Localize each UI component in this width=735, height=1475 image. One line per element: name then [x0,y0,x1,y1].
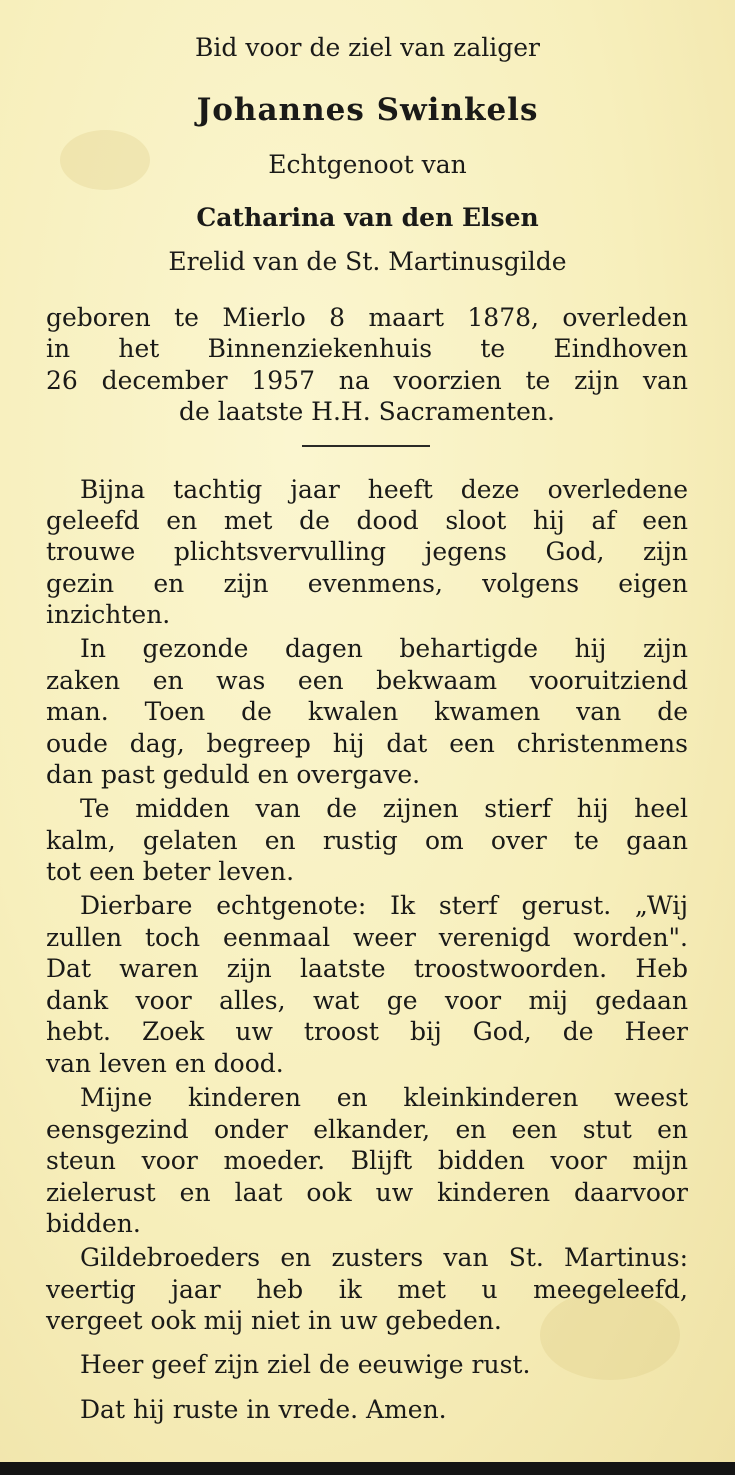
body-line: zullen toch eenmaal weer verenigd worden". [46,923,688,952]
body-line: hebt. Zoek uw troost bij God, de Heer [46,1017,688,1046]
body-line: kalm, gelaten en rustig om over te gaan [46,826,688,855]
body-line: inzichten. [46,600,171,629]
body-line: Gildebroeders en zusters van St. Martinus: [80,1243,688,1272]
body-line: dank voor alles, wat ge voor mij gedaan [46,986,688,1015]
body-line: bidden. [46,1209,141,1238]
body-line: dan past geduld en overgave. [46,760,421,789]
body-line: geleefd en met de dood sloot hij af een [46,506,688,535]
birth-death-line: geboren te Mierlo 8 maart 1878, overleden [46,303,688,332]
closing-prayer: Heer geef zijn ziel de eeuwige rust. [80,1350,531,1379]
guild-membership: Erelid van de St. Martinusgilde [168,247,567,276]
spouse-intro: Echtgenoot van [268,150,467,179]
body-line: trouwe plichtsvervulling jegens God, zijn [46,537,688,566]
body-line: Bijna tachtig jaar heeft deze overledene [80,475,688,504]
body-line: oude dag, begreep hij dat een christenmens [46,729,688,758]
prayer-intro: Bid voor de ziel van zaliger [195,33,540,62]
body-line: zaken en was een bekwaam vooruitziend [46,666,688,695]
body-line: Mijne kinderen en kleinkinderen weest [80,1083,688,1112]
deceased-name: Johannes Swinkels [196,92,539,128]
body-line: steun voor moeder. Blijft bidden voor mijn [46,1146,688,1175]
body-line: zielerust en laat ook uw kinderen daarvoor [46,1178,688,1207]
spouse-name: Catharina van den Elsen [196,203,539,232]
body-line: vergeet ook mij niet in uw gebeden. [46,1306,502,1335]
birth-death-line: 26 december 1957 na voorzien te zijn van [46,366,688,395]
body-line: tot een beter leven. [46,857,295,886]
divider-rule [302,445,430,447]
body-line: eensgezind onder elkander, en een stut en [46,1115,688,1144]
body-line: man. Toen de kwalen kwamen van de [46,697,688,726]
body-line: veertig jaar heb ik met u meegeleefd, [46,1275,688,1304]
closing-amen: Dat hij ruste in vrede. Amen. [80,1395,447,1424]
body-line: van leven en dood. [46,1049,284,1078]
birth-death-line: de laatste H.H. Sacramenten. [178,397,556,426]
body-line: Dat waren zijn laatste troostwoorden. Heb [46,954,688,983]
card-bottom-edge [0,1462,735,1475]
body-line: In gezonde dagen behartigde hij zijn [80,634,688,663]
birth-death-line: in het Binnenziekenhuis te Eindhoven [46,334,688,363]
body-line: Te midden van de zijnen stierf hij heel [80,794,688,823]
body-line: gezin en zijn evenmens, volgens eigen [46,569,688,598]
body-line: Dierbare echtgenote: Ik sterf gerust. „Wij [80,891,688,920]
